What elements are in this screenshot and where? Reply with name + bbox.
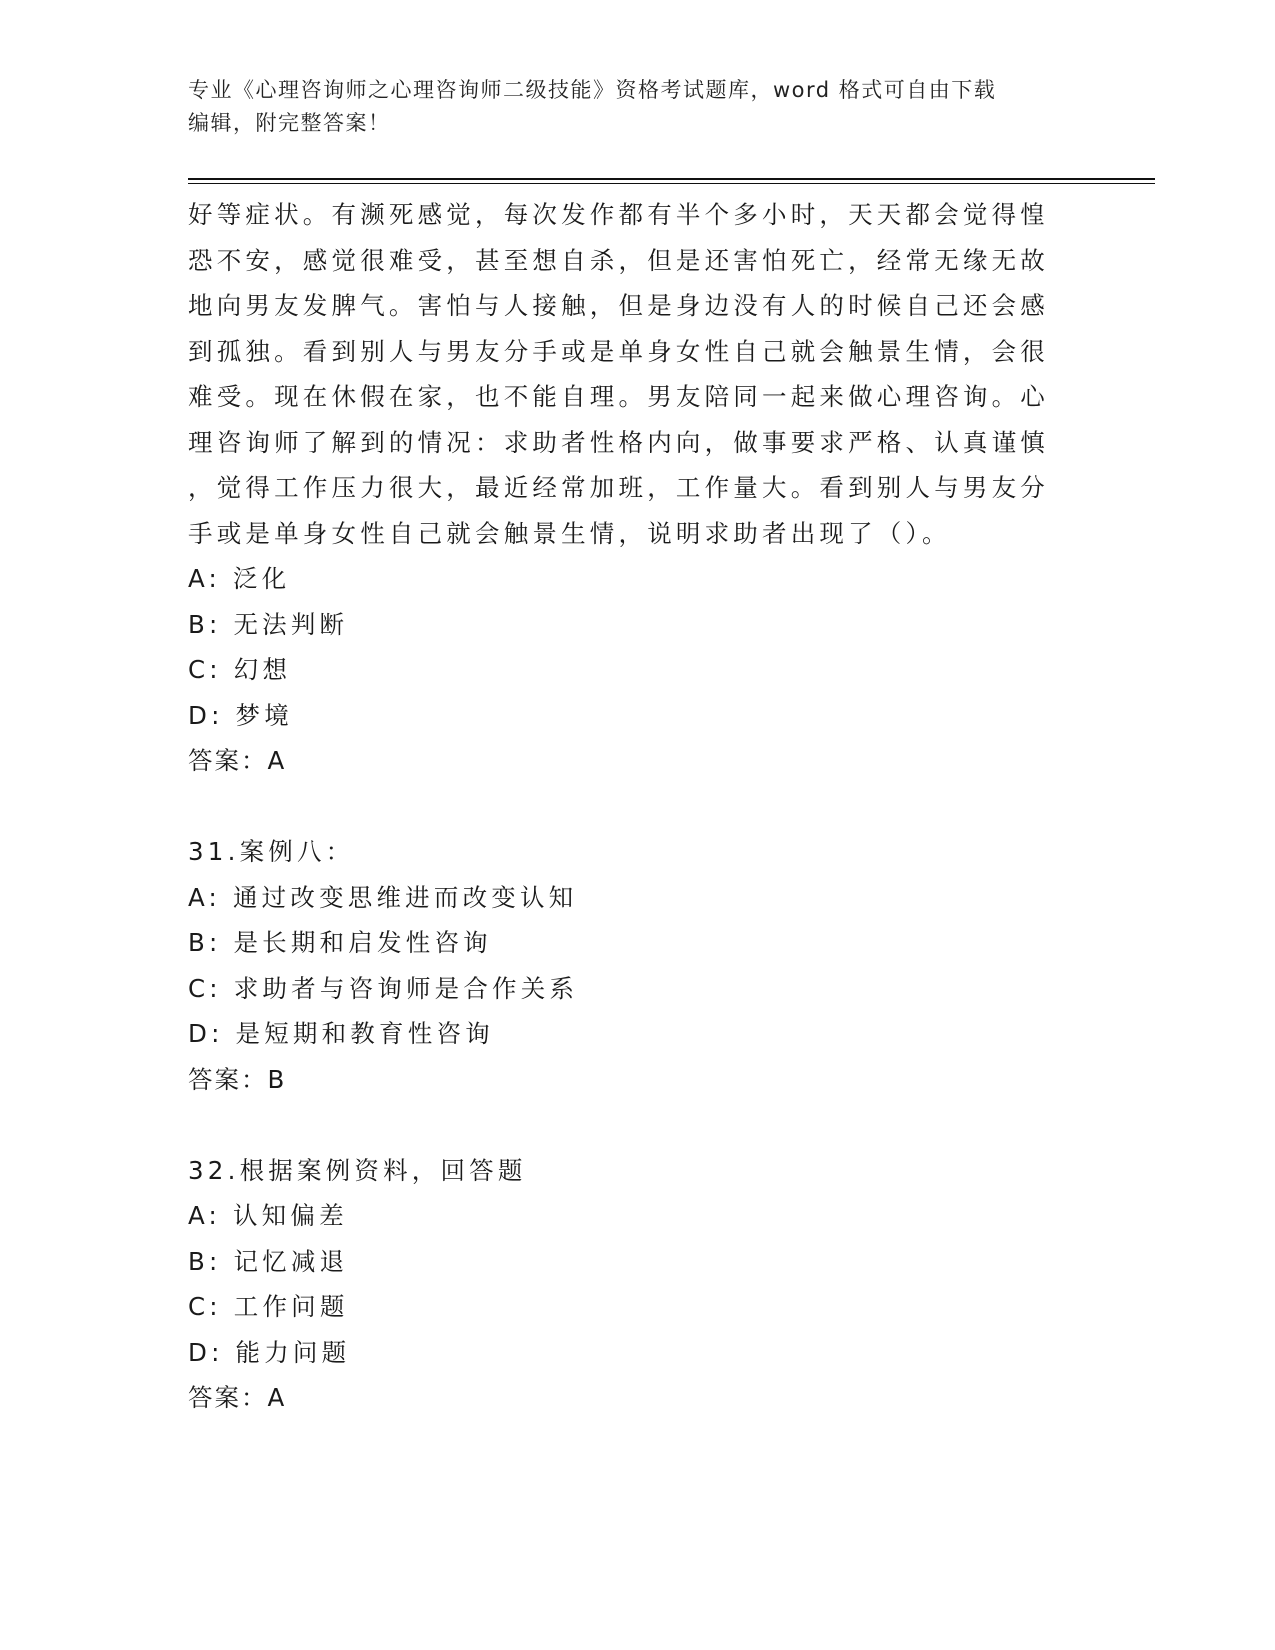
question-stem-line: 手或是单身女性自己就会触景生情，说明求助者出现了（）。 bbox=[188, 518, 951, 548]
option-a: A: 泛化 bbox=[188, 564, 291, 593]
spacer bbox=[188, 1102, 1088, 1148]
question-stem-line: 难受。现在休假在家，也不能自理。男友陪同一起来做心理咨询。心 bbox=[188, 382, 1049, 411]
option-a: A: 认知偏差 bbox=[188, 1201, 348, 1230]
answer-line: 答案：A bbox=[188, 746, 287, 775]
document-body bbox=[188, 192, 1088, 1421]
header-rule-thin bbox=[188, 183, 1155, 184]
option-d: D: 能力问题 bbox=[188, 1337, 351, 1367]
question-31 bbox=[188, 829, 1088, 1102]
question-stem: 32.根据案例资料，回答题 bbox=[188, 1155, 527, 1185]
question-30 bbox=[188, 192, 1088, 784]
question-32 bbox=[188, 1148, 1088, 1421]
option-c: C: 幻想 bbox=[188, 655, 292, 684]
option-b: B: 是长期和启发性咨询 bbox=[188, 928, 492, 957]
question-stem: 31.案例八： bbox=[188, 837, 355, 866]
question-stem-line: 恐不安，感觉很难受，甚至想自杀，但是还害怕死亡，经常无缘无故 bbox=[188, 245, 1049, 275]
header-rule-thick bbox=[188, 178, 1155, 180]
option-b: B: 无法判断 bbox=[188, 609, 349, 639]
header-line-2: 编辑，附完整答案！ bbox=[188, 111, 391, 135]
option-a: A: 通过改变思维进而改变认知 bbox=[188, 882, 578, 912]
option-d: D: 是短期和教育性咨询 bbox=[188, 1019, 494, 1048]
option-c: C: 求助者与咨询师是合作关系 bbox=[188, 973, 579, 1003]
spacer bbox=[188, 784, 1088, 830]
answer-line: 答案：A bbox=[188, 1383, 287, 1412]
answer-line: 答案：B bbox=[188, 1064, 287, 1094]
header-line-1: 专业《心理咨询师之心理咨询师二级技能》资格考试题库，word 格式可自由下载 bbox=[188, 78, 997, 102]
question-stem-line: 地向男友发脾气。害怕与人接触，但是身边没有人的时候自己还会感 bbox=[188, 291, 1049, 320]
option-b: B: 记忆减退 bbox=[188, 1246, 349, 1276]
question-stem-line: 好等症状。有濒死感觉，每次发作都有半个多小时，天天都会觉得惶 bbox=[188, 200, 1049, 229]
option-d: D: 梦境 bbox=[188, 700, 293, 730]
page-header bbox=[188, 74, 1088, 140]
question-stem-line: 到孤独。看到别人与男友分手或是单身女性自己就会触景生情，会很 bbox=[188, 336, 1049, 366]
question-stem-line: 理咨询师了解到的情况：求助者性格内向，做事要求严格、认真谨慎 bbox=[188, 427, 1049, 457]
question-stem-line: ，觉得工作压力很大，最近经常加班，工作量大。看到别人与男友分 bbox=[188, 473, 1049, 502]
option-c: C: 工作问题 bbox=[188, 1292, 349, 1321]
